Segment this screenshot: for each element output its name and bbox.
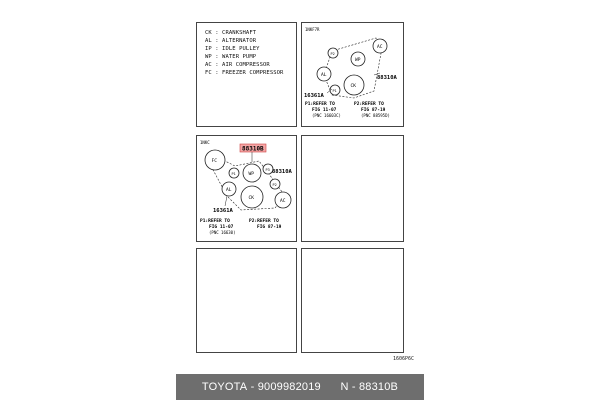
pulley-p3-label: P3 — [265, 168, 270, 172]
note1-line3: (PNC 16603C) — [312, 113, 341, 118]
leader-16361a — [225, 196, 227, 206]
footer-gap — [321, 381, 341, 393]
legend-item-crankshaft: CK : CRANKSHAFT — [205, 30, 257, 36]
note2-line1: P2:REFER TO — [354, 102, 384, 107]
note1-line3: (PNC 16630) — [209, 230, 236, 235]
legend-item-freezer-compressor: FC : FREEZER COMPRESSOR — [205, 70, 284, 76]
pulley-fc-label: FC — [211, 159, 217, 164]
part-belt-label: 88310A — [377, 75, 397, 81]
pulley-p1-label: P1 — [231, 172, 236, 176]
pulley-p1-label: P1 — [332, 89, 337, 93]
note1-line1: P1:REFER TO — [200, 219, 230, 224]
footer-ref: N - 88310B — [340, 381, 399, 393]
pulley-p2-label: P2 — [272, 183, 277, 187]
part-tensioner-label: 16361A — [213, 208, 233, 214]
part-tensioner-label: 16361A — [304, 93, 324, 99]
note1-line2: FIG 11-07 — [209, 225, 234, 230]
legend-item-water-pump: WP : WATER PUMP — [205, 54, 257, 60]
empty-panel-3 — [301, 248, 404, 353]
note2-line2: FIG 87-19 — [257, 225, 282, 230]
belt-diagram-1 — [302, 23, 405, 128]
footer-caption-bar — [176, 374, 424, 400]
pulley-ck-label: CK — [248, 196, 254, 201]
note2-line2: FIG 87-19 — [361, 108, 386, 113]
note2-line1: P2:REFER TO — [249, 219, 279, 224]
legend-panel — [196, 22, 297, 127]
legend-item-air-compressor: AC : AIR COMPRESSOR — [205, 62, 270, 68]
footer-sep-1: - — [247, 381, 258, 393]
pulley-al-label: AL — [226, 188, 232, 193]
footer-brand: TOYOTA — [201, 381, 248, 393]
pulley-ck-label: CK — [350, 84, 356, 89]
footer-part-number: 9009982019 — [257, 381, 321, 393]
pulley-ac-label: AC — [280, 199, 286, 204]
belt-diagram-2 — [197, 136, 298, 243]
figure-code: 1606P6C — [393, 356, 415, 362]
pulley-wp-label: WP — [355, 58, 361, 63]
empty-panel-2 — [196, 248, 297, 353]
note2-line3: (PNC 88595D) — [361, 113, 390, 118]
legend-item-alternator: AL : ALTERNATOR — [205, 38, 257, 44]
empty-panel-1 — [301, 135, 404, 242]
pulley-wp-label: WP — [248, 172, 254, 177]
part-belt-label: 88310A — [272, 169, 292, 175]
pulley-al-label: AL — [321, 73, 327, 78]
belt-diagram-panel-1 — [301, 22, 404, 127]
diagram-corner-label: 1NKC — [200, 140, 210, 145]
highlight-part-label: 88310B — [242, 145, 264, 153]
pulley-ac-label: AC — [377, 45, 383, 50]
pulley-p2-label: P2 — [330, 52, 335, 56]
legend-item-idle-pulley: IP : IDLE PULLEY — [205, 46, 260, 52]
belt-diagram-panel-2 — [196, 135, 297, 242]
note1-line2: FIG 11-07 — [312, 108, 337, 113]
diagram-corner-label: 1NKF7R — [305, 27, 320, 32]
note1-line1: P1:REFER TO — [305, 102, 335, 107]
